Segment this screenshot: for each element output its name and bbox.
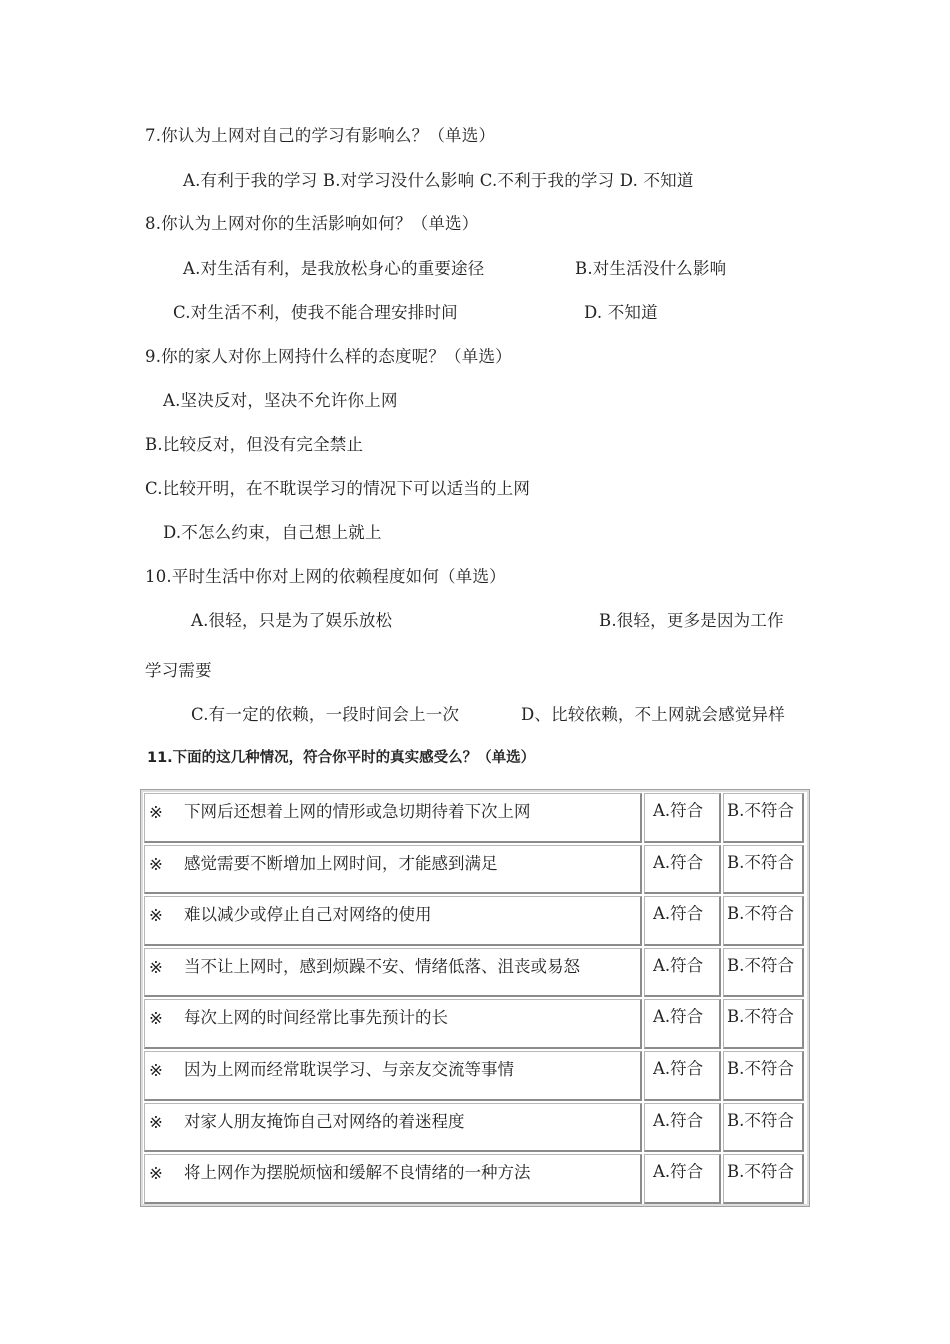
choice-a-label: A.符合: [653, 1007, 704, 1027]
choice-b-label: B.不符合: [727, 1162, 794, 1182]
q10-option-c: C.有一定的依赖，一段时间会上一次: [191, 705, 460, 724]
statement-cell: [144, 896, 642, 946]
statement-text: 将上网作为摆脱烦恼和缓解不良情绪的一种方法: [184, 1163, 531, 1183]
choice-a-label: A.符合: [653, 801, 704, 820]
choice-a-label: A.符合: [653, 904, 704, 924]
table-row: [143, 947, 807, 999]
q11-title: 11.下面的这几种情况，符合你平时的真实感受么？（单选）: [147, 750, 536, 766]
reference-mark: ※: [149, 906, 163, 926]
table-row: [143, 895, 807, 947]
statement-cell: [144, 793, 642, 843]
choice-a-cell[interactable]: [644, 793, 721, 843]
q10-option-b-continued: 学习需要: [145, 661, 212, 680]
choice-b-cell[interactable]: [723, 793, 804, 843]
choice-b-label: B.不符合: [727, 955, 794, 975]
q10-option-a: A.很轻，只是为了娱乐放松: [191, 611, 393, 630]
table-row: [143, 1050, 807, 1102]
reference-mark: ※: [149, 1060, 163, 1080]
choice-b-cell[interactable]: [723, 845, 804, 895]
choice-a-label: A.符合: [653, 852, 704, 872]
q8-option-a: A.对生活有利，是我放松身心的重要途径: [183, 259, 485, 278]
choice-b-cell[interactable]: [723, 896, 804, 946]
q10-title: 10.平时生活中你对上网的依赖程度如何（单选）: [145, 567, 506, 586]
statement-text: 感觉需要不断增加上网时间，才能感到满足: [184, 853, 498, 873]
choice-a-cell[interactable]: [644, 845, 721, 895]
choice-a-cell[interactable]: [644, 948, 721, 998]
q10-option-b: B.很轻，更多是因为工作: [599, 611, 784, 630]
q8-option-d: D. 不知道: [584, 303, 658, 322]
statement-cell: [144, 1051, 642, 1101]
q10-option-d: D、比较依赖，不上网就会感觉异样: [521, 705, 785, 724]
statement-cell: [144, 999, 642, 1049]
choice-b-cell[interactable]: [723, 1154, 804, 1204]
reference-mark: ※: [149, 803, 163, 822]
q9-option-b: B.比较反对，但没有完全禁止: [145, 435, 364, 454]
statement-text: 当不让上网时，感到烦躁不安、情绪低落、沮丧或易怒: [184, 956, 580, 976]
choice-b-label: B.不符合: [727, 904, 794, 924]
table-row: [143, 1153, 807, 1205]
choice-a-cell[interactable]: [644, 1051, 721, 1101]
reference-mark: ※: [149, 957, 163, 977]
statement-cell: [144, 948, 642, 998]
statement-cell: [144, 845, 642, 895]
choice-a-label: A.符合: [653, 1110, 704, 1130]
reference-mark: ※: [149, 1164, 163, 1184]
table-row: [143, 844, 807, 896]
statement-text: 每次上网的时间经常比事先预计的长: [184, 1008, 448, 1028]
choice-b-cell[interactable]: [723, 1103, 804, 1153]
choice-b-cell[interactable]: [723, 999, 804, 1049]
choice-b-label: B.不符合: [727, 1110, 794, 1130]
table-row: [143, 998, 807, 1050]
choice-b-cell[interactable]: [723, 1051, 804, 1101]
reference-mark: ※: [149, 854, 163, 874]
choice-b-label: B.不符合: [727, 1007, 794, 1027]
statement-text: 下网后还想着上网的情形或急切期待着下次上网: [184, 802, 531, 821]
choice-a-label: A.符合: [653, 1058, 704, 1078]
choice-a-cell[interactable]: [644, 896, 721, 946]
choice-b-label: B.不符合: [727, 1058, 794, 1078]
table-row: [143, 1102, 807, 1154]
statement-text: 难以减少或停止自己对网络的使用: [184, 905, 432, 925]
statement-cell: [144, 1154, 642, 1204]
q11-table: [140, 789, 810, 1207]
statement-text: 因为上网而经常耽误学习、与亲友交流等事情: [184, 1059, 514, 1079]
q8-title: 8.你认为上网对你的生活影响如何？（单选）: [145, 214, 479, 233]
q8-option-c: C.对生活不利，使我不能合理安排时间: [173, 303, 458, 322]
choice-a-label: A.符合: [653, 1162, 704, 1182]
q9-option-c: C.比较开明，在不耽误学习的情况下可以适当的上网: [145, 479, 531, 498]
reference-mark: ※: [149, 1112, 163, 1132]
choice-a-cell[interactable]: [644, 1103, 721, 1153]
choice-a-cell[interactable]: [644, 1154, 721, 1204]
choice-b-cell[interactable]: [723, 948, 804, 998]
table-row: [143, 792, 807, 844]
q9-option-d: D.不怎么约束，自己想上就上: [163, 523, 382, 542]
statement-text: 对家人朋友掩饰自己对网络的着迷程度: [184, 1111, 465, 1131]
statement-cell: [144, 1103, 642, 1153]
q8-option-b: B.对生活没什么影响: [575, 259, 727, 278]
q9-option-a: A.坚决反对，坚决不允许你上网: [163, 391, 398, 410]
q9-title: 9.你的家人对你上网持什么样的态度呢？（单选）: [145, 347, 512, 366]
choice-a-label: A.符合: [653, 955, 704, 975]
choice-a-cell[interactable]: [644, 999, 721, 1049]
reference-mark: ※: [149, 1009, 163, 1029]
q7-options: A.有利于我的学习 B.对学习没什么影响 C.不利于我的学习 D. 不知道: [183, 171, 694, 190]
choice-b-label: B.不符合: [727, 801, 794, 820]
q7-title: 7.你认为上网对自己的学习有影响么？（单选）: [145, 126, 496, 145]
choice-b-label: B.不符合: [727, 852, 794, 872]
